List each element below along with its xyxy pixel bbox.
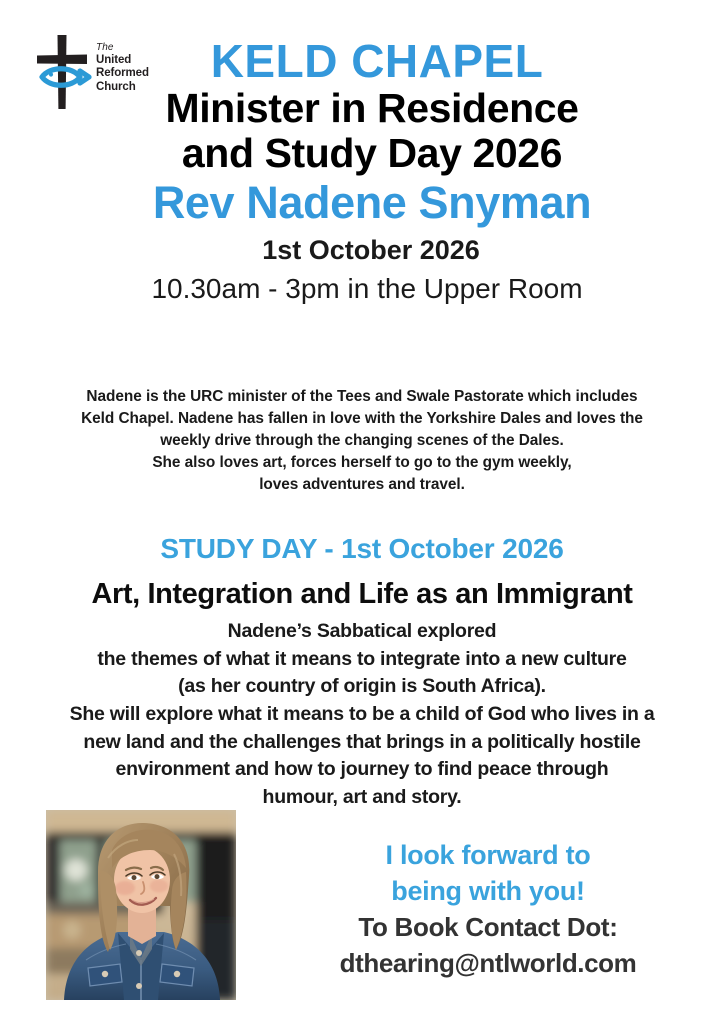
study-line: the themes of what it means to integrate into a new culture xyxy=(97,647,627,670)
study-line: Nadene’s Sabbatical explored xyxy=(227,620,497,642)
study-line: new land and the challenges that brings in a politically hostile xyxy=(83,730,641,753)
booking-label: To Book Contact Dot: xyxy=(358,912,618,943)
minister-bio-paragraph xyxy=(40,386,684,496)
minister-portrait-photo xyxy=(46,810,236,1000)
study-line: environment and how to journey to find peace through xyxy=(115,758,609,781)
study-line: humour, art and story. xyxy=(262,786,462,809)
minister-name: Rev Nadene Snyman xyxy=(152,176,592,228)
study-day-title: Art, Integration and Life as an Immigrant xyxy=(91,578,633,610)
bio-line: weekly drive through the changing scenes of the Dales. xyxy=(160,432,564,450)
contact-block xyxy=(262,838,714,981)
logo-word-reformed: Reformed xyxy=(96,67,149,80)
welcome-line-1: I look forward to xyxy=(385,840,591,870)
booking-email-link[interactable]: dthearing@ntlworld.com xyxy=(339,948,637,979)
headline-block xyxy=(0,35,724,306)
logo-word-united: United xyxy=(96,53,132,66)
study-day-description xyxy=(28,618,696,812)
bio-line: loves adventures and travel. xyxy=(259,476,465,494)
page-title-keld-chapel: KELD CHAPEL xyxy=(210,35,544,87)
welcome-message xyxy=(262,838,714,909)
logo-word-church: Church xyxy=(96,80,136,93)
event-date: 1st October 2026 xyxy=(262,235,480,266)
study-line: She will explore what it means to be a child of God who lives in a xyxy=(69,703,655,726)
bio-line: Nadene is the URC minister of the Tees and Swale Pastorate which includes xyxy=(86,388,638,405)
subtitle-minister-in-residence: Minister in Residence xyxy=(165,84,579,131)
study-day-heading: STUDY DAY - 1st October 2026 xyxy=(160,533,564,564)
study-line: (as her country of origin is South Africa). xyxy=(178,675,546,698)
subtitle-and-study-day: and Study Day 2026 xyxy=(181,129,563,176)
bio-line: She also loves art, forces herself to go to the gym weekly, xyxy=(152,454,572,472)
welcome-line-2: being with you! xyxy=(391,875,585,906)
event-time-and-place: 10.30am - 3pm in the Upper Room xyxy=(151,273,583,305)
bio-line: Keld Chapel. Nadene has fallen in love with the Yorkshire Dales and loves the xyxy=(81,410,643,428)
logo-word-the: The xyxy=(96,42,114,53)
